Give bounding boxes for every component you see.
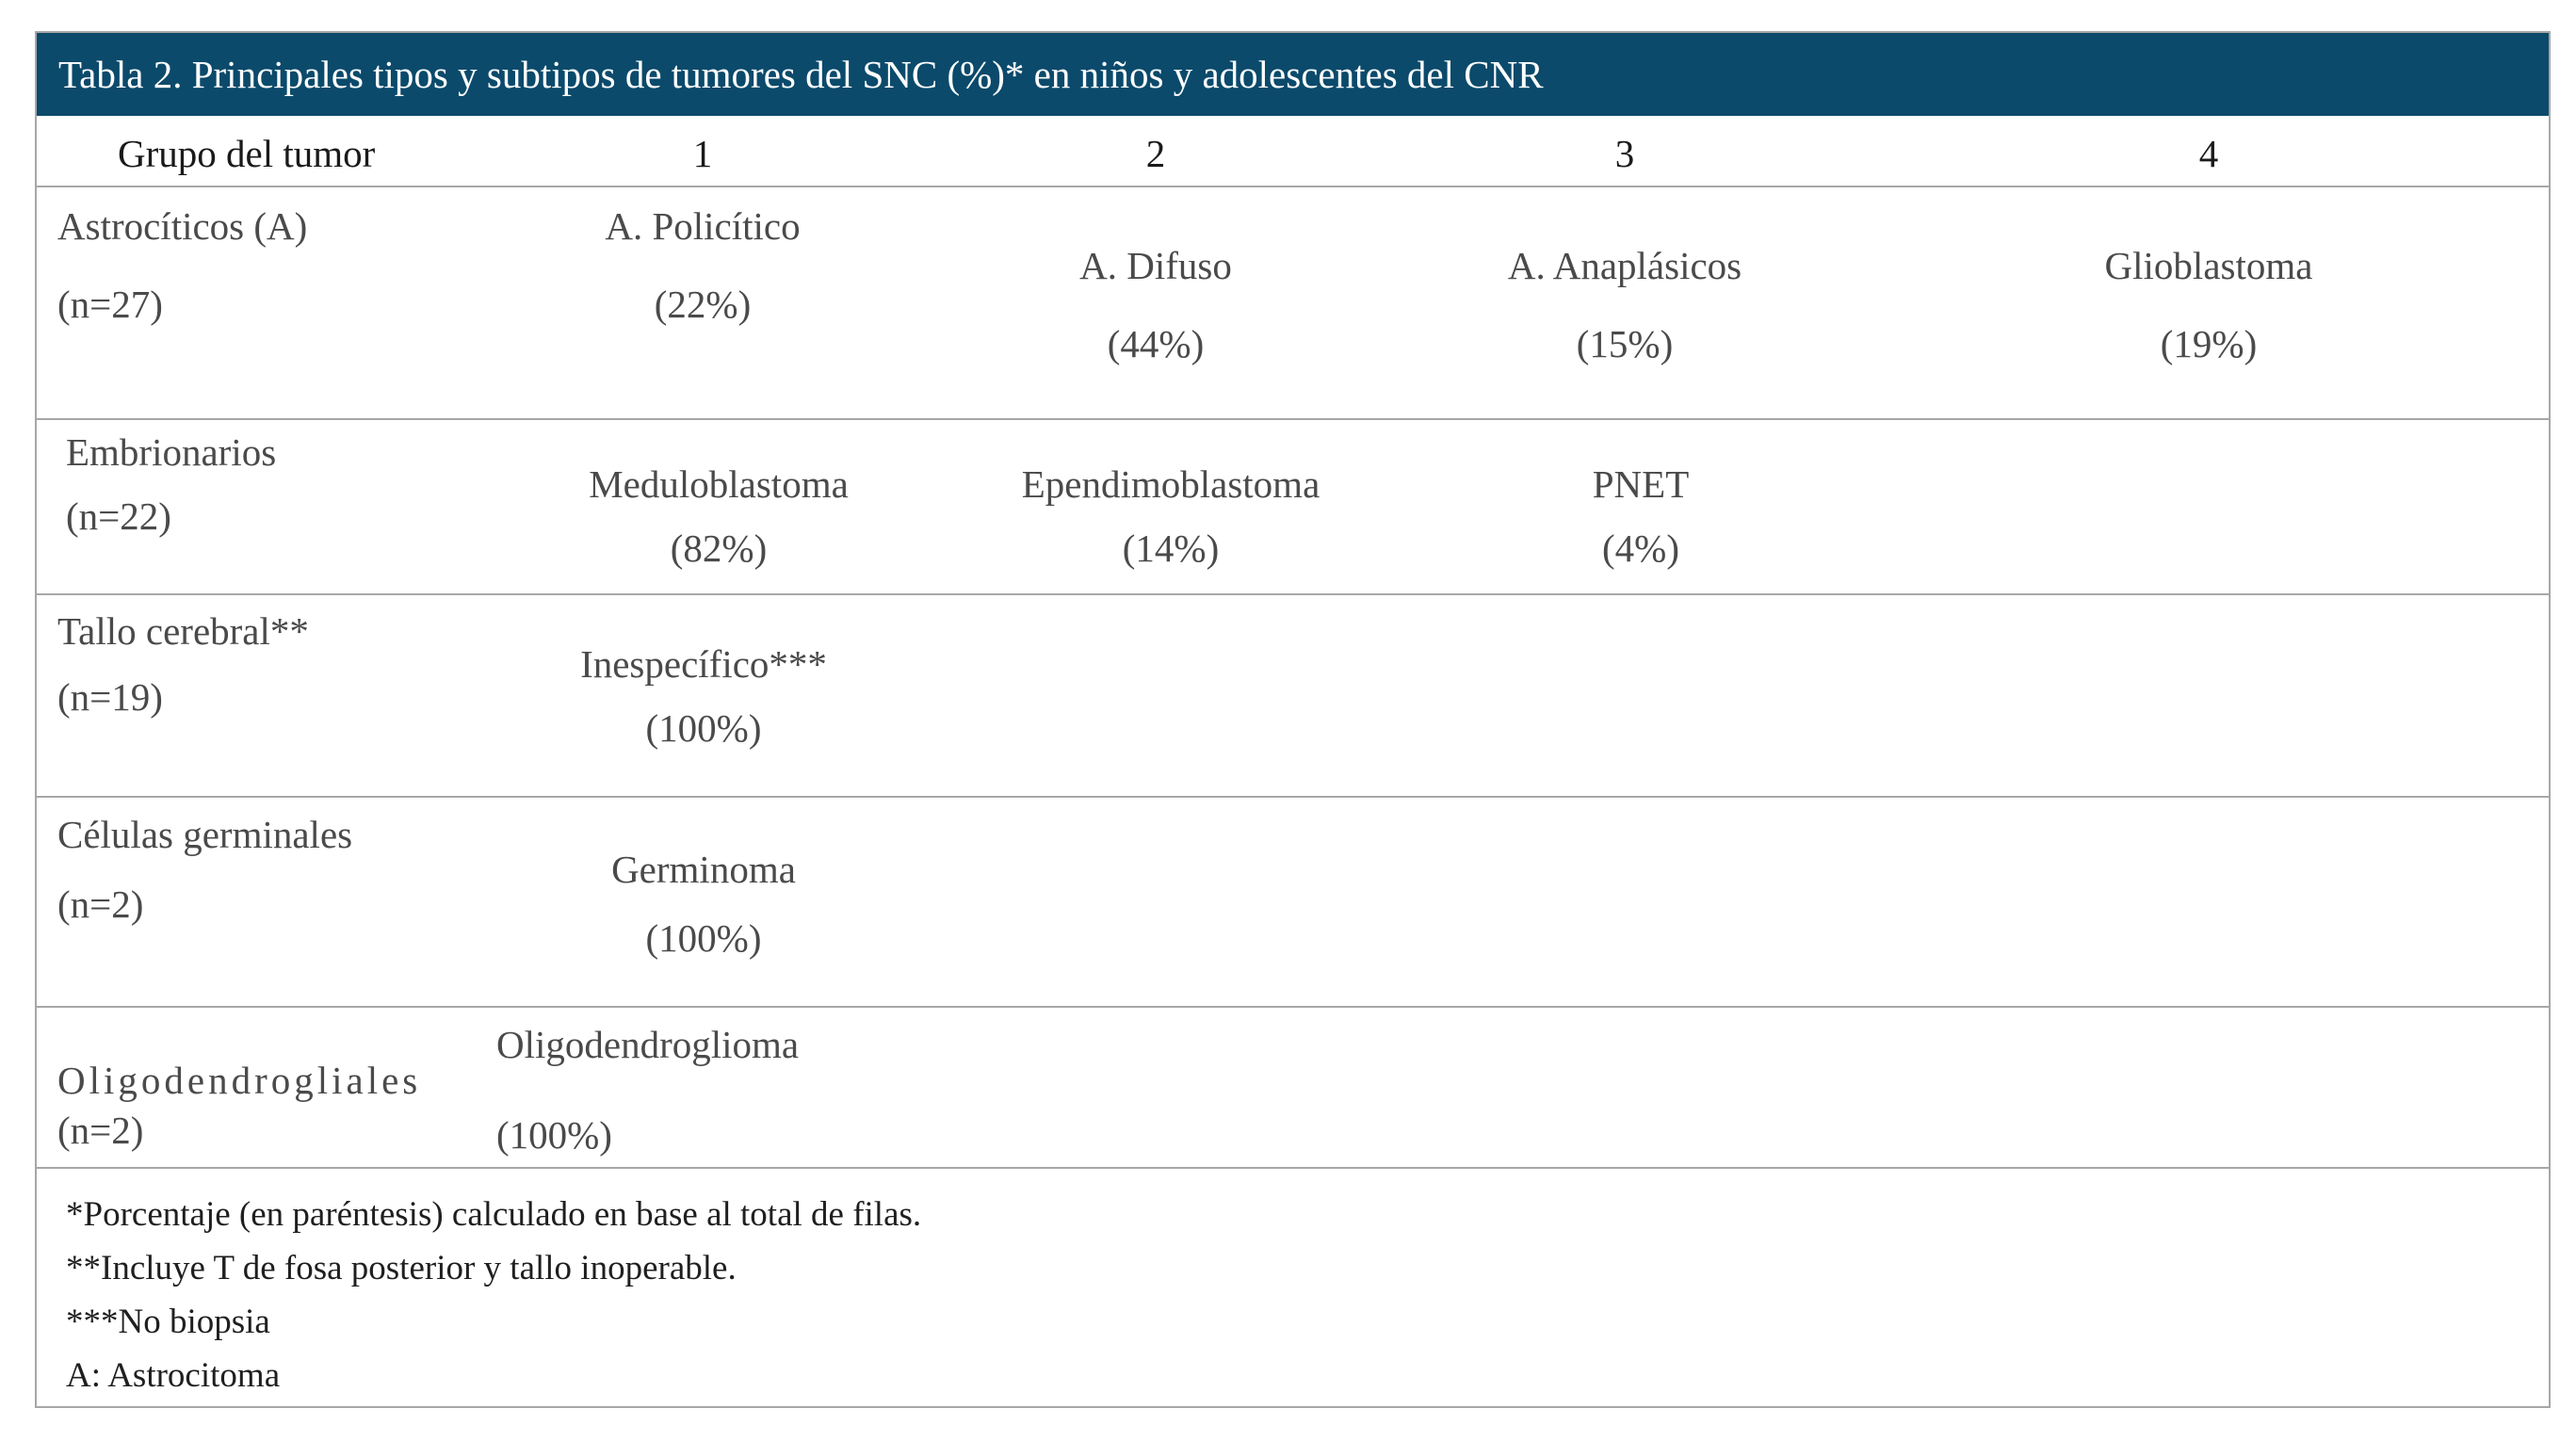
row-group-celulas-germinales: Células germinales [57,813,353,856]
subtype-name: Ependimoblastoma [1021,462,1320,506]
row-group-oligodendrogliales: Oligodendrogliales [57,1059,422,1102]
footnote: **Incluye T de fosa posterior y tallo inoperable. [66,1249,737,1287]
subtype-pct: (82%) [670,526,768,570]
subtype-name: A. Anaplásicos [1507,244,1742,287]
subtype-pct: (14%) [1122,526,1220,570]
row-divider [37,1167,2549,1169]
footnote: A: Astrocitoma [66,1356,281,1395]
subtype-name: Germinoma [611,848,796,891]
row-n-oligodendrogliales: (n=2) [57,1109,144,1152]
subtype-name: Meduloblastoma [589,462,849,506]
row-n-tallo-cerebral: (n=19) [57,675,163,719]
row-divider [37,796,2549,798]
subtype-pct: (15%) [1576,322,1674,365]
subtype-name: PNET [1592,462,1690,506]
header-group: Grupo del tumor [118,132,376,175]
header-col-2: 2 [1145,132,1166,175]
subtype-pct: (19%) [2160,322,2258,365]
subtype-pct: (44%) [1107,322,1205,365]
subtype-pct: (100%) [496,1113,612,1157]
header-col-4: 4 [2198,132,2219,175]
row-divider [37,593,2549,595]
row-group-embrionarios: Embrionarios [66,430,277,474]
table-title: Tabla 2. Principales tipos y subtipos de tumores del SNC (%)* en niños y adolescentes del CNR [37,33,2549,116]
row-divider [37,418,2549,420]
table-footnotes [66,1197,921,1412]
subtype-name: Inespecífico*** [580,642,827,686]
row-n-astrociticos: (n=27) [57,283,163,326]
table-frame [35,31,2551,1408]
subtype-pct: (100%) [645,706,762,750]
row-group-astrociticos: Astrocíticos (A) [57,204,308,248]
subtype-name: Oligodendroglioma [496,1023,800,1066]
footnote: *Porcentaje (en paréntesis) calculado en base al total de filas. [66,1195,922,1234]
subtype-name: A. Difuso [1079,244,1232,287]
subtype-name: A. Policítico [605,204,801,248]
row-group-tallo-cerebral: Tallo cerebral** [57,609,309,653]
header-col-3: 3 [1614,132,1635,175]
subtype-pct: (4%) [1602,526,1679,570]
subtype-pct: (22%) [654,283,752,326]
header-col-1: 1 [692,132,713,175]
footnote: ***No biopsia [66,1303,270,1341]
row-n-embrionarios: (n=22) [66,494,171,538]
row-divider [37,1006,2549,1008]
row-divider [37,186,2549,187]
row-n-celulas-germinales: (n=2) [57,882,144,926]
subtype-name: Glioblastoma [2104,244,2313,287]
subtype-pct: (100%) [645,916,762,960]
